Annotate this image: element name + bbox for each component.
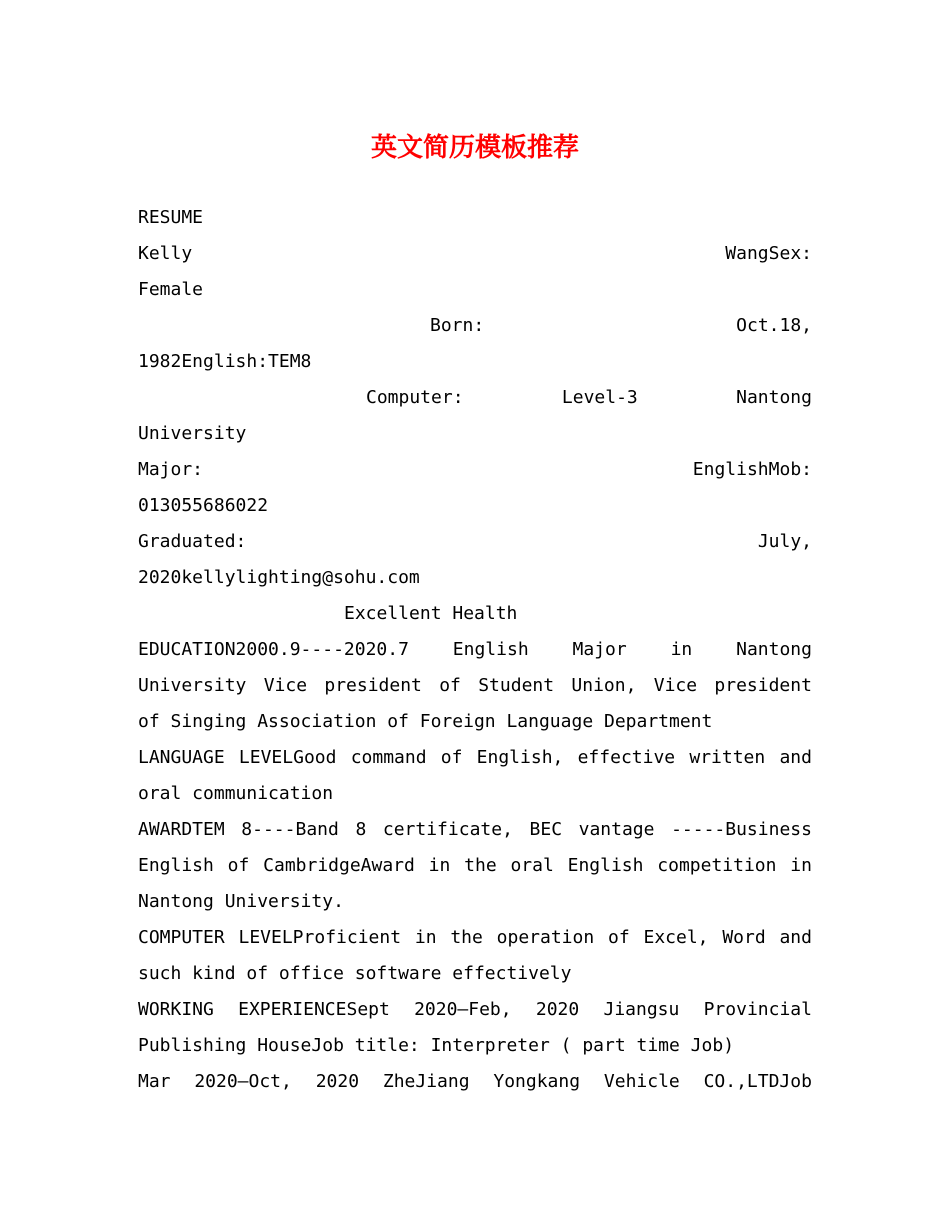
word: Vice: [263, 675, 308, 696]
word: Yongkang: [493, 1071, 581, 1092]
name-first: Kelly: [138, 243, 193, 264]
resume-heading: RESUME: [138, 207, 204, 228]
school-university: University: [138, 423, 247, 444]
word: CO.,LTDJob: [703, 1071, 812, 1092]
award-line-2: [138, 848, 812, 884]
work-line-2: Publishing HouseJob title: Interpreter ( part time Job): [138, 1035, 735, 1056]
word: president: [714, 675, 812, 696]
graduated-line: [138, 524, 812, 560]
word: 8----Band: [241, 819, 339, 840]
word: English: [138, 855, 214, 876]
word: LEVELProficient: [238, 927, 402, 948]
sex-value: Female: [138, 279, 204, 300]
resume-body: [138, 200, 812, 1100]
document-title: 英文简历模板推荐: [370, 133, 579, 163]
word: English: [567, 855, 644, 876]
graduated-year-email: 2020kellylighting@sohu.com: [138, 567, 420, 588]
word: Mar: [138, 1071, 171, 1092]
award-line-1: [138, 812, 812, 848]
word: University: [138, 675, 247, 696]
word: 2020: [315, 1071, 360, 1092]
word: and: [779, 927, 812, 948]
word: certificate,: [382, 819, 513, 840]
word: of: [227, 855, 250, 876]
computer-line: [138, 380, 812, 416]
word: CambridgeAward: [263, 855, 415, 876]
graduated-month: July,: [757, 531, 812, 552]
word: LEVELGood: [238, 747, 337, 768]
word: AWARDTEM: [138, 819, 225, 840]
word: English,: [476, 747, 564, 768]
education-line-1: [138, 632, 812, 668]
phone-number: 013055686022: [138, 495, 269, 516]
word: Provincial: [703, 999, 812, 1020]
born-year-english: 1982English:TEM8: [138, 351, 312, 372]
word: of: [608, 927, 630, 948]
word: effective: [577, 747, 676, 768]
language-line-1: [138, 740, 812, 776]
word: in: [670, 639, 693, 660]
word: EDUCATION2000.9----2020.7: [138, 639, 409, 660]
word: 8: [355, 819, 367, 840]
health-line: Excellent Health: [344, 603, 518, 624]
word: in: [414, 927, 437, 948]
word: 2020—Feb,: [414, 999, 512, 1020]
word: Vehicle: [603, 1071, 680, 1092]
word: of: [440, 747, 463, 768]
word: BEC: [529, 819, 563, 840]
name-line: [138, 236, 812, 272]
major-line: [138, 452, 812, 488]
born-line: [138, 308, 812, 344]
born-label: Born:: [430, 315, 485, 336]
language-line-2: oral communication: [138, 783, 334, 804]
word: Excel,: [643, 927, 709, 948]
name-last-sex: WangSex:: [725, 243, 812, 264]
word: ZheJiang: [382, 1071, 470, 1092]
word: vantage: [578, 819, 655, 840]
word: in: [428, 855, 451, 876]
word: operation: [496, 927, 595, 948]
word: Word: [722, 927, 766, 948]
word: 2020—Oct,: [194, 1071, 292, 1092]
word: English: [452, 639, 529, 660]
word: Major: [572, 639, 627, 660]
word: Student: [478, 675, 555, 696]
word: Vice: [653, 675, 698, 696]
word: -----Business: [671, 819, 812, 840]
computer-level: Level-3: [561, 387, 638, 408]
work-line-1: [138, 992, 812, 1028]
major-label: Major:: [138, 459, 204, 480]
award-line-3: Nantong University.: [138, 891, 344, 912]
word: competition: [657, 855, 777, 876]
education-line-3: of Singing Association of Foreign Language Department: [138, 711, 713, 732]
word: written: [689, 747, 766, 768]
word: of: [439, 675, 461, 696]
word: oral: [510, 855, 554, 876]
word: the: [464, 855, 497, 876]
word: president: [324, 675, 422, 696]
word: Nantong: [736, 639, 812, 660]
word: LANGUAGE: [138, 747, 225, 768]
word: COMPUTER: [138, 927, 225, 948]
word: Jiangsu: [603, 999, 680, 1020]
major-mob: EnglishMob:: [692, 459, 812, 480]
word: EXPERIENCESept: [238, 999, 390, 1020]
word: WORKING: [138, 999, 214, 1020]
word: in: [790, 855, 812, 876]
computer-level-line-2: such kind of office software effectively: [138, 963, 572, 984]
word: Union,: [571, 675, 637, 696]
computer-label: Computer:: [366, 387, 464, 408]
computer-level-line-1: [138, 920, 812, 956]
word: and: [779, 747, 812, 768]
born-date: Oct.18,: [736, 315, 812, 336]
word: the: [450, 927, 483, 948]
word: command: [350, 747, 427, 768]
work-line-3: [138, 1064, 812, 1100]
school-word: Nantong: [736, 387, 812, 408]
education-line-2: [138, 668, 812, 704]
word: 2020: [535, 999, 580, 1020]
graduated-label: Graduated:: [138, 531, 247, 552]
